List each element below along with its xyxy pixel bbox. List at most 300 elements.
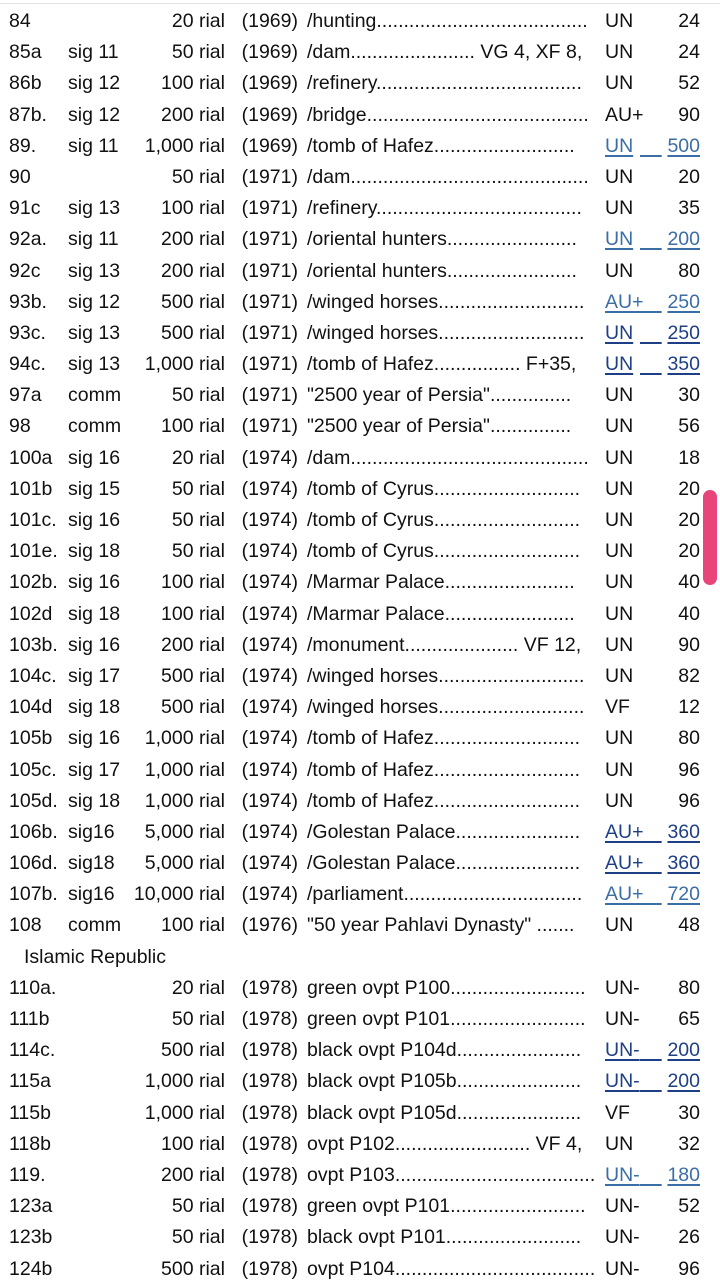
note-description: /dam............................................ <box>307 446 589 469</box>
grade: UN <box>605 571 634 594</box>
note-description: /tomb of Cyrus........................... <box>307 477 581 500</box>
note-description: /Marmar Palace........................ <box>307 571 575 594</box>
grade-link[interactable]: AU+ <box>605 852 644 875</box>
denomination: 200 rial <box>161 633 225 656</box>
note-description: ovpt P104..................................... <box>307 1257 596 1280</box>
list-item <box>0 256 720 287</box>
note-description: /dam....................... VG 4, XF 8, <box>307 41 583 64</box>
grade: UN- <box>605 1008 640 1030</box>
grade-link[interactable]: AU+ <box>605 290 644 313</box>
list-item <box>0 755 720 786</box>
section-heading: Islamic Republic <box>24 945 166 968</box>
price-value-link[interactable]: 720 <box>667 883 700 906</box>
catalog-number: 107b. <box>9 883 58 906</box>
grade: UN- <box>605 976 640 999</box>
signature-variety: sig 13 <box>68 321 121 344</box>
signature-variety: sig 16 <box>68 509 121 531</box>
list-item <box>0 599 720 630</box>
issue-year: (1971) <box>241 197 298 220</box>
grade: UN <box>605 41 634 64</box>
price-value: 56 <box>678 415 700 438</box>
note-description: green ovpt P100......................... <box>307 976 586 999</box>
catalog-number: 106d. <box>9 852 58 875</box>
list-item <box>0 1035 720 1066</box>
list-item <box>0 1160 720 1191</box>
grade: UN <box>605 914 634 937</box>
signature-variety: sig 16 <box>68 571 121 594</box>
note-description: /tomb of Cyrus........................... <box>307 540 581 563</box>
list-item <box>0 1066 720 1097</box>
catalog-number: 100a <box>9 446 53 469</box>
catalog-number: 123a <box>9 1195 53 1218</box>
denomination: 1,000 rial <box>144 1101 225 1124</box>
issue-year: (1974) <box>241 664 298 687</box>
issue-year: (1978) <box>241 1070 298 1093</box>
issue-year: (1969) <box>241 41 298 64</box>
note-description: /tomb of Hafez........................... <box>307 758 581 781</box>
list-item <box>0 692 720 723</box>
price-value: 65 <box>678 1008 700 1030</box>
price-value-link[interactable]: 180 <box>667 1163 700 1186</box>
price-value-link[interactable]: 200 <box>667 1039 700 1062</box>
note-description: "2500 year of Persia"............... <box>307 415 572 438</box>
grade-link[interactable]: AU+ <box>605 820 644 843</box>
denomination: 50 rial <box>171 41 225 64</box>
price-value-link[interactable]: 350 <box>667 353 700 376</box>
catalog-number: 105c. <box>9 758 57 781</box>
grade: UN <box>605 415 634 438</box>
signature-variety: sig 12 <box>68 290 121 313</box>
price-value: 96 <box>678 789 700 812</box>
denomination: 20 rial <box>171 976 225 999</box>
issue-year: (1974) <box>241 696 298 719</box>
issue-year: (1978) <box>241 1226 298 1249</box>
issue-year: (1971) <box>241 259 298 282</box>
denomination: 50 rial <box>171 509 225 531</box>
catalog-number: 105d. <box>9 789 58 812</box>
price-value: 80 <box>678 727 700 750</box>
signature-variety: sig 18 <box>68 602 121 625</box>
signature-variety: comm <box>68 914 122 937</box>
grade: UN <box>605 165 634 188</box>
link-underline-gap[interactable] <box>640 224 660 255</box>
catalog-number: 103b. <box>9 633 58 656</box>
list-item <box>0 723 720 754</box>
issue-year: (1974) <box>241 446 298 469</box>
link-underline-gap[interactable] <box>640 287 660 318</box>
issue-year: (1974) <box>241 571 298 594</box>
link-underline-gap[interactable] <box>640 131 660 162</box>
denomination: 500 rial <box>161 696 225 719</box>
grade: UN <box>605 727 634 750</box>
issue-year: (1978) <box>241 976 298 999</box>
issue-year: (1971) <box>241 353 298 376</box>
catalog-number: 106b. <box>9 820 58 843</box>
grade: AU+ <box>605 103 644 126</box>
issue-year: (1978) <box>241 1008 298 1030</box>
denomination: 10,000 rial <box>133 883 225 906</box>
price-link[interactable] <box>0 817 720 848</box>
issue-year: (1974) <box>241 633 298 656</box>
denomination: 1,000 rial <box>144 727 225 750</box>
note-description: ovpt P102......................... VF 4, <box>307 1132 583 1155</box>
grade-link[interactable]: UN <box>605 134 634 157</box>
issue-year: (1978) <box>241 1195 298 1218</box>
price-link[interactable] <box>0 131 720 162</box>
signature-variety: sig 18 <box>68 696 121 719</box>
price-value: 32 <box>678 1132 700 1155</box>
list-item <box>0 131 720 162</box>
price-value-link[interactable]: 250 <box>667 290 700 313</box>
link-underline-gap[interactable] <box>640 318 660 349</box>
issue-year: (1971) <box>241 384 298 407</box>
grade: VF <box>605 696 630 719</box>
list-item <box>0 567 720 598</box>
grade-link[interactable]: AU+ <box>605 883 644 906</box>
grade: UN <box>605 197 634 220</box>
price-value: 90 <box>678 633 700 656</box>
grade-link[interactable]: UN- <box>605 1039 640 1062</box>
issue-year: (1969) <box>241 10 298 32</box>
price-value: 20 <box>678 509 700 531</box>
price-link[interactable] <box>0 879 720 910</box>
catalog-number: 123b <box>9 1226 53 1249</box>
link-underline-gap[interactable] <box>640 817 660 848</box>
signature-variety: sig 18 <box>68 540 121 563</box>
catalog-number: 92a. <box>9 228 47 251</box>
catalog-number: 101c. <box>9 509 57 531</box>
scrollbar-thumb[interactable] <box>703 490 717 585</box>
issue-year: (1969) <box>241 134 298 157</box>
catalog-number: 87b. <box>9 103 47 126</box>
list-item <box>0 1129 720 1160</box>
denomination: 200 rial <box>161 103 225 126</box>
price-value: 40 <box>678 571 700 594</box>
price-value: 80 <box>678 259 700 282</box>
note-description: black ovpt P104d....................... <box>307 1039 582 1062</box>
signature-variety: sig16 <box>68 883 115 906</box>
catalog-number: 115a <box>9 1070 51 1093</box>
denomination: 100 rial <box>161 571 225 594</box>
grade-link[interactable]: UN <box>605 228 634 251</box>
note-description: /tomb of Hafez................ F+35, <box>307 353 577 376</box>
catalog-number: 93b. <box>9 290 47 313</box>
price-value: 96 <box>678 1257 700 1280</box>
list-item <box>0 1191 720 1222</box>
price-value: 90 <box>678 103 700 126</box>
signature-variety: comm <box>68 384 122 407</box>
list-item <box>0 100 720 131</box>
grade: UN <box>605 446 634 469</box>
issue-year: (1974) <box>241 509 298 531</box>
grade-link[interactable]: UN- <box>605 1163 640 1186</box>
list-item <box>0 786 720 817</box>
issue-year: (1974) <box>241 852 298 875</box>
grade: UN <box>605 540 634 563</box>
price-value-link[interactable]: 500 <box>667 134 700 157</box>
note-description: /monument..................... VF 12, <box>307 633 582 656</box>
price-value-link[interactable]: 250 <box>667 321 700 344</box>
issue-year: (1978) <box>241 1257 298 1280</box>
denomination: 200 rial <box>161 228 225 251</box>
price-link[interactable] <box>0 318 720 349</box>
catalog-number: 93c. <box>9 321 46 344</box>
denomination: 100 rial <box>161 197 225 220</box>
note-description: black ovpt P101......................... <box>307 1226 582 1249</box>
note-description: /bridge......................................... <box>307 103 589 126</box>
denomination: 500 rial <box>161 664 225 687</box>
price-link[interactable] <box>0 848 720 879</box>
note-description: /tomb of Hafez........................... <box>307 789 581 812</box>
grade: UN <box>605 633 634 656</box>
denomination: 50 rial <box>171 540 225 563</box>
denomination: 500 rial <box>161 1039 225 1062</box>
price-value: 12 <box>678 696 700 719</box>
signature-variety: sig 17 <box>68 758 121 781</box>
issue-year: (1969) <box>241 72 298 95</box>
catalog-number: 101e. <box>9 540 58 563</box>
list-item <box>0 1098 720 1129</box>
note-description: /oriental hunters........................ <box>307 228 577 251</box>
catalog-number: 124b <box>9 1257 53 1280</box>
grade: UN <box>605 602 634 625</box>
list-item <box>0 6 720 37</box>
note-description: /tomb of Hafez........................... <box>307 727 581 750</box>
signature-variety: sig 17 <box>68 664 121 687</box>
catalog-number: 105b <box>9 727 53 750</box>
price-value: 48 <box>678 914 700 937</box>
grade: UN- <box>605 1226 640 1249</box>
list-item <box>0 848 720 879</box>
price-link[interactable] <box>0 349 720 380</box>
catalog-number: 92c <box>9 259 41 282</box>
link-underline-gap[interactable] <box>640 848 660 879</box>
signature-variety: sig 11 <box>68 41 119 64</box>
price-value-link[interactable]: 360 <box>667 820 700 843</box>
link-underline-gap[interactable] <box>640 349 660 380</box>
issue-year: (1974) <box>241 540 298 563</box>
note-description: black ovpt P105b....................... <box>307 1070 582 1093</box>
price-link[interactable] <box>0 1035 720 1066</box>
note-description: /refinery...................................... <box>307 72 582 95</box>
catalog-number: 104d <box>9 696 53 719</box>
denomination: 50 rial <box>171 1008 225 1030</box>
catalog-number: 110a. <box>9 976 57 999</box>
list-item <box>0 879 720 910</box>
grade-link[interactable]: UN- <box>605 1070 640 1093</box>
denomination: 1,000 rial <box>144 758 225 781</box>
grade: UN <box>605 259 634 282</box>
catalog-number: 91c <box>9 197 41 220</box>
note-description: /tomb of Hafez.......................... <box>307 134 575 157</box>
catalog-number: 118b <box>9 1132 51 1155</box>
catalog-number: 102b. <box>9 571 58 594</box>
list-item <box>0 224 720 255</box>
price-value: 30 <box>678 1101 700 1124</box>
price-value: 20 <box>678 477 700 500</box>
issue-year: (1974) <box>241 820 298 843</box>
denomination: 100 rial <box>161 415 225 438</box>
issue-year: (1978) <box>241 1163 298 1186</box>
note-description: ovpt P103..................................... <box>307 1163 596 1186</box>
signature-variety: sig 13 <box>68 353 121 376</box>
signature-variety: comm <box>68 415 122 438</box>
price-value: 26 <box>678 1226 700 1249</box>
issue-year: (1974) <box>241 727 298 750</box>
issue-year: (1969) <box>241 103 298 126</box>
grade: UN <box>605 758 634 781</box>
grade: UN- <box>605 1195 640 1218</box>
list-item <box>0 1254 720 1285</box>
note-description: "2500 year of Persia"............... <box>307 384 572 407</box>
price-value: 20 <box>678 165 700 188</box>
note-description: /Golestan Palace....................... <box>307 820 581 843</box>
issue-year: (1974) <box>241 477 298 500</box>
list-item <box>0 505 720 536</box>
catalog-number: 102d <box>9 602 53 625</box>
issue-year: (1971) <box>241 228 298 251</box>
signature-variety: sig 11 <box>68 228 119 251</box>
catalog-number: 104c. <box>9 664 57 687</box>
grade: UN <box>605 664 634 687</box>
list-item <box>0 973 720 1004</box>
price-value: 24 <box>678 41 700 64</box>
denomination: 100 rial <box>161 602 225 625</box>
link-underline-gap[interactable] <box>640 1066 660 1097</box>
list-item <box>0 1222 720 1253</box>
price-link[interactable] <box>0 1160 720 1191</box>
denomination: 200 rial <box>161 259 225 282</box>
denomination: 1,000 rial <box>144 134 225 157</box>
note-description: /hunting....................................... <box>307 10 588 32</box>
price-link[interactable] <box>0 1066 720 1097</box>
issue-year: (1978) <box>241 1101 298 1124</box>
denomination: 500 rial <box>161 321 225 344</box>
list-item <box>0 536 720 567</box>
denomination: 20 rial <box>171 446 225 469</box>
grade-link[interactable]: UN <box>605 321 634 344</box>
link-underline-gap[interactable] <box>640 1160 660 1191</box>
grade: UN <box>605 384 634 407</box>
issue-year: (1971) <box>241 415 298 438</box>
list-item <box>0 349 720 380</box>
note-description: green ovpt P101......................... <box>307 1008 586 1030</box>
list-item <box>0 443 720 474</box>
signature-variety: sig 13 <box>68 259 121 282</box>
price-value: 20 <box>678 540 700 563</box>
denomination: 1,000 rial <box>144 789 225 812</box>
denomination: 50 rial <box>171 165 225 188</box>
list-item <box>0 193 720 224</box>
catalog-number: 86b <box>9 72 42 95</box>
price-value: 30 <box>678 384 700 407</box>
list-item <box>0 411 720 442</box>
price-value-link[interactable]: 360 <box>667 852 700 875</box>
denomination: 20 rial <box>171 10 225 32</box>
link-underline-gap[interactable] <box>640 879 660 910</box>
catalog-number: 94c. <box>9 353 46 376</box>
grade-link[interactable]: UN <box>605 353 634 376</box>
catalog-number: 115b <box>9 1101 51 1124</box>
list-item <box>0 1004 720 1035</box>
price-value-link[interactable]: 200 <box>667 228 700 251</box>
catalog-number: 114c. <box>9 1039 56 1062</box>
denomination: 100 rial <box>161 72 225 95</box>
list-item <box>0 68 720 99</box>
price-value: 18 <box>678 446 700 469</box>
denomination: 100 rial <box>161 1132 225 1155</box>
list-item <box>0 318 720 349</box>
signature-variety: sig 16 <box>68 446 121 469</box>
denomination: 50 rial <box>171 1195 225 1218</box>
note-description: /winged horses........................... <box>307 696 585 719</box>
grade: UN <box>605 509 634 531</box>
issue-year: (1974) <box>241 883 298 906</box>
price-value: 52 <box>678 1195 700 1218</box>
signature-variety: sig16 <box>68 820 115 843</box>
denomination: 5,000 rial <box>144 852 225 875</box>
signature-variety: sig 13 <box>68 197 121 220</box>
signature-variety: sig18 <box>68 852 115 875</box>
catalog-number: 119. <box>9 1163 46 1186</box>
denomination: 200 rial <box>161 1163 225 1186</box>
banknote-price-list <box>0 6 720 1285</box>
issue-year: (1971) <box>241 165 298 188</box>
price-value: 52 <box>678 72 700 95</box>
signature-variety: sig 16 <box>68 633 121 656</box>
catalog-number: 98 <box>9 415 31 438</box>
price-value-link[interactable]: 200 <box>667 1070 700 1093</box>
denomination: 50 rial <box>171 477 225 500</box>
grade: UN <box>605 10 634 32</box>
note-description: /parliament................................. <box>307 883 583 906</box>
issue-year: (1978) <box>241 1132 298 1155</box>
catalog-number: 101b <box>9 477 53 500</box>
list-item <box>0 910 720 941</box>
signature-variety: sig 18 <box>68 789 121 812</box>
catalog-number: 97a <box>9 384 42 407</box>
denomination: 50 rial <box>171 1226 225 1249</box>
top-divider <box>0 3 720 4</box>
note-description: black ovpt P105d....................... <box>307 1101 582 1124</box>
price-link[interactable] <box>0 224 720 255</box>
price-link[interactable] <box>0 287 720 318</box>
note-description: /refinery...................................... <box>307 197 582 220</box>
price-value: 96 <box>678 758 700 781</box>
denomination: 500 rial <box>161 1257 225 1280</box>
catalog-number: 108 <box>9 914 42 937</box>
list-item <box>0 474 720 505</box>
grade: UN <box>605 789 634 812</box>
link-underline-gap[interactable] <box>640 1035 660 1066</box>
issue-year: (1974) <box>241 602 298 625</box>
catalog-number: 90 <box>9 165 31 188</box>
list-item <box>0 817 720 848</box>
signature-variety: sig 12 <box>68 72 121 95</box>
note-description: green ovpt P101......................... <box>307 1195 586 1218</box>
signature-variety: sig 15 <box>68 477 121 500</box>
grade: UN <box>605 72 634 95</box>
grade: UN <box>605 477 634 500</box>
issue-year: (1976) <box>241 914 298 937</box>
denomination: 1,000 rial <box>144 1070 225 1093</box>
list-item <box>0 630 720 661</box>
list-item <box>0 287 720 318</box>
issue-year: (1974) <box>241 758 298 781</box>
issue-year: (1974) <box>241 789 298 812</box>
price-value: 82 <box>678 664 700 687</box>
catalog-number: 89. <box>9 134 37 157</box>
